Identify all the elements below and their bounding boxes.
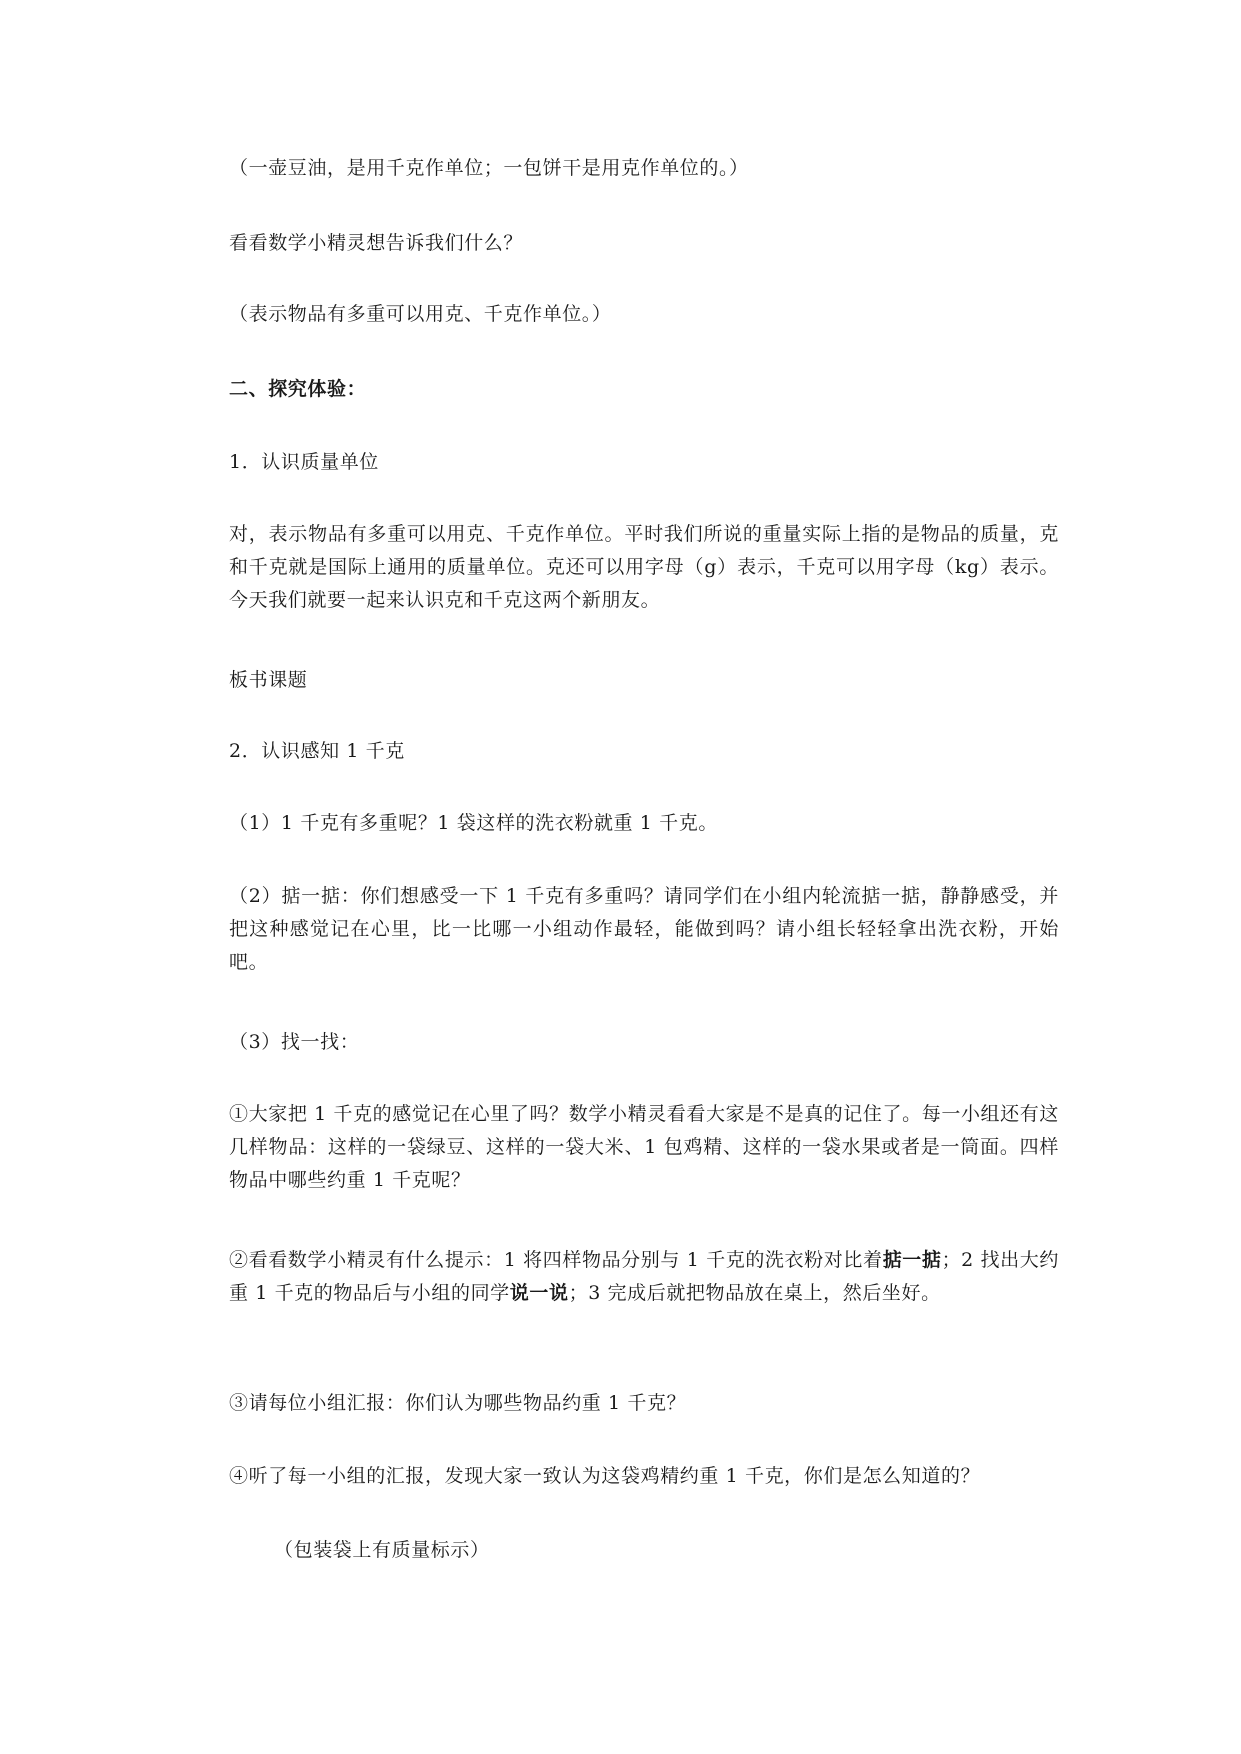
text-line: （3）找一找： <box>229 1031 360 1053</box>
subheading: 1．认识质量单位 <box>229 451 379 473</box>
text-line: （1）1 千克有多重呢？1 袋这样的洗衣粉就重 1 千克。 <box>229 812 718 834</box>
text-span: ；3 完成后就把物品放在桌上，然后坐好。 <box>568 1282 941 1304</box>
text-line: （包装袋上有质量标示） <box>274 1539 490 1561</box>
text-span: ②看看数学小精灵有什么提示：1 将四样物品分别与 1 千克的洗衣粉对比着 <box>229 1249 883 1271</box>
text-line: 板书课题 <box>229 669 308 691</box>
paragraph: 对，表示物品有多重可以用克、千克作单位。平时我们所说的重量实际上指的是物品的质量，克和千克就是国际上通用的质量单位。克还可以用字母（g）表示，千克可以用字母（kg）表示。今天我们就要一起来认识克和千克这两个新朋友。 <box>229 523 1059 611</box>
text-line: ③请每位小组汇报：你们认为哪些物品约重 1 千克？ <box>229 1392 687 1414</box>
text-line: 看看数学小精灵想告诉我们什么？ <box>229 232 524 254</box>
emphasis-text: 说一说 <box>509 1282 569 1304</box>
paragraph: （2）掂一掂：你们想感受一下 1 千克有多重吗？请同学们在小组内轮流掂一掂，静静感受，并把这种感觉记在心里，比一比哪一小组动作最轻，能做到吗？请小组长轻轻拿出洗衣粉，开始吧。 <box>229 885 1059 973</box>
section-heading: 二、探究体验： <box>229 378 367 400</box>
emphasis-text: 掂一掂 <box>882 1249 942 1271</box>
paragraph: ①大家把 1 千克的感觉记在心里了吗？数学小精灵看看大家是不是真的记住了。每一小组还有这几样物品：这样的一袋绿豆、这样的一袋大米、1 包鸡精、这样的一袋水果或者是一筒面。四样物品中哪些约重 1 千克呢？ <box>229 1103 1059 1191</box>
text-span: ；2 找出大约重 1 千克的物品后与小组的同学 <box>229 1249 1059 1304</box>
subheading: 2．认识感知 1 千克 <box>229 740 405 762</box>
text-line: ④听了每一小组的汇报，发现大家一致认为这袋鸡精约重 1 千克，你们是怎么知道的？ <box>229 1465 981 1487</box>
paragraph <box>229 1244 1059 1310</box>
text-line: （一壶豆油，是用千克作单位；一包饼干是用克作单位的。） <box>229 157 749 179</box>
text-line: （表示物品有多重可以用克、千克作单位。） <box>229 303 612 325</box>
